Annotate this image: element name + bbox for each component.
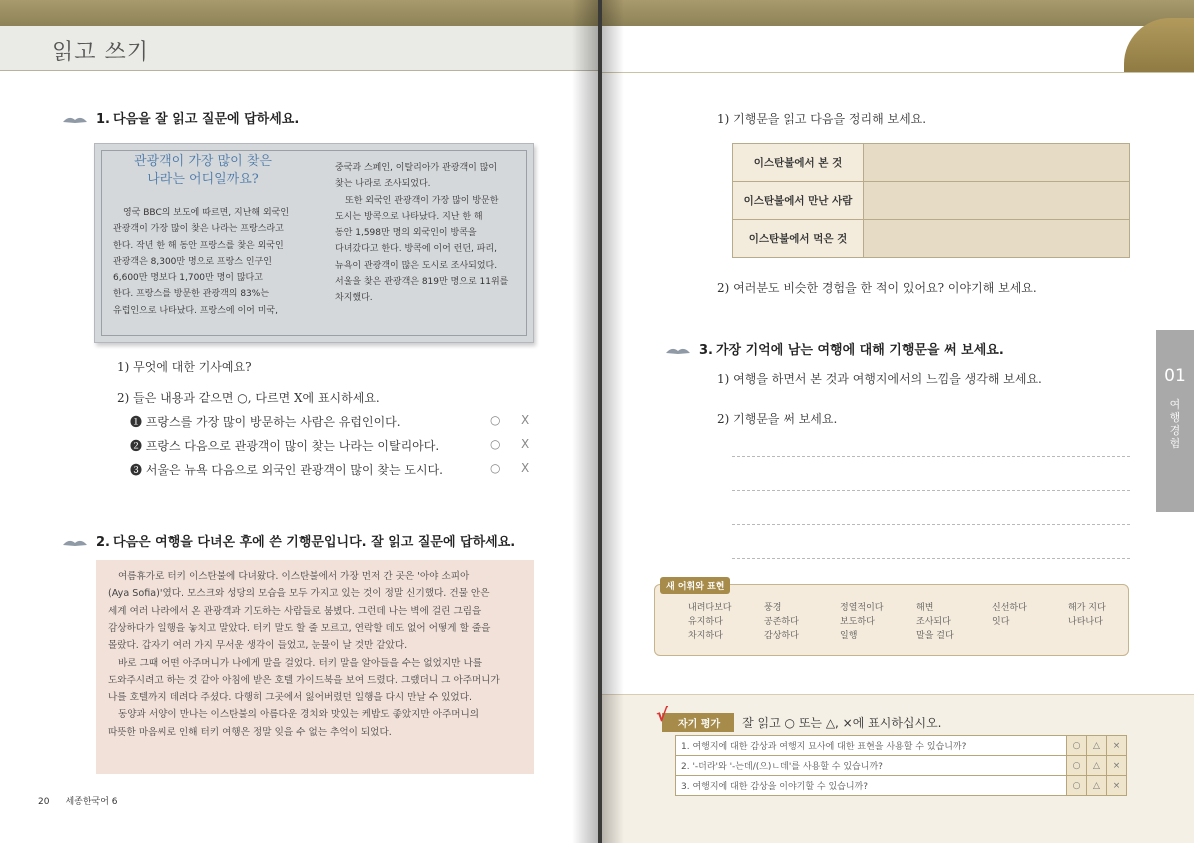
question-prompt: 다음을 잘 읽고 질문에 답하세요.	[112, 112, 300, 127]
essay-line: (Aya Sofia)'였다. 모스크와 성당의 모습을 모두 가지고 있는 것이 정말 신기했다. 건물 안은	[108, 588, 490, 600]
vocab-word: 감상하다	[764, 631, 799, 641]
top-band	[0, 0, 598, 26]
essay-line: 나를 호텔까지 데려다 주셨다. 다행히 그곳에서 잃어버렸던 일행을 다시 만날 수 있었다.	[108, 692, 473, 704]
mark-circle[interactable]: ○	[1067, 736, 1087, 756]
self-evaluation-instruction: 잘 읽고 ○ 또는 △, ×에 표시하십시오.	[742, 716, 942, 730]
text-line: 영국 BBC의 보도에 따르면, 지난해 외국인	[123, 208, 290, 218]
vocab-word: 잇다	[992, 617, 1010, 627]
vocab-word: 정열적이다	[840, 603, 884, 613]
chapter-title: 여 행 경 험	[1169, 398, 1181, 450]
row-label: 이스탄불에서 만난 사람	[733, 182, 864, 220]
essay-line: 감상하다가 일행을 놓치고 말았다. 터키 말도 할 줄 모르고, 연락할 데도 없어 어떻게 할 줄을	[108, 622, 491, 634]
self-evaluation-section	[602, 694, 1194, 843]
vocab-word: 말을 걸다	[916, 631, 954, 641]
table-row	[676, 776, 1127, 796]
row-label: 이스탄불에서 먹은 것	[733, 220, 864, 258]
table-row	[676, 736, 1127, 756]
chapter-side-tab[interactable]	[1156, 330, 1194, 512]
answer-cell[interactable]	[864, 182, 1130, 220]
q3-sub2: 2) 기행문을 써 보세요.	[717, 412, 838, 426]
text-line: 관광객이 가장 많이 찾은 나라는 프랑스라고	[113, 224, 284, 235]
section-title: 읽고 쓰기	[52, 40, 150, 65]
essay-line: 따뜻한 마음씨로 인해 터키 여행은 정말 잊을 수 없는 추억이 되었다.	[108, 726, 392, 738]
table-row	[733, 220, 1130, 258]
text-line: 동안 1,598만 명의 외국인이 방콕을	[335, 228, 477, 239]
criterion: 3. 여행지에 대한 감상을 이야기할 수 있습니까?	[676, 776, 1067, 796]
mark-x-2[interactable]: X	[521, 437, 530, 451]
question-number: 3.	[699, 343, 713, 358]
text-line: 관광객은 8,300만 명으로 프랑스 인구인	[113, 256, 272, 267]
q1-sub1: 1) 무엇에 대한 기사예요?	[117, 360, 252, 374]
checkmark-icon: √	[656, 705, 669, 726]
article-column-2	[335, 160, 515, 307]
criterion: 1. 여행지에 대한 감상과 여행지 묘사에 대한 표현을 사용할 수 있습니까?	[676, 736, 1067, 756]
vocabulary-label: 새 어휘와 표현	[660, 577, 730, 594]
essay-line: 동양과 서양이 만나는 이스탄불의 아름다운 경치와 맛있는 케밥도 좋았지만 아주머니의	[118, 709, 480, 721]
mark-triangle[interactable]: △	[1087, 736, 1107, 756]
question-prompt: 가장 기억에 남는 여행에 대해 기행문을 써 보세요.	[715, 343, 1004, 358]
writing-line[interactable]	[732, 558, 1130, 559]
summary-table	[732, 143, 1130, 258]
q2-sub2: 2) 여러분도 비슷한 경험을 한 적이 있어요? 이야기해 보세요.	[717, 281, 1037, 295]
mark-cross[interactable]: ×	[1107, 736, 1127, 756]
text-line: 차지했다.	[335, 293, 373, 304]
article-column-1	[113, 205, 309, 319]
answer-cell[interactable]	[864, 220, 1130, 258]
vocab-word: 해변	[916, 603, 934, 613]
section-header	[0, 26, 598, 71]
news-article	[94, 143, 534, 343]
book-icon	[62, 538, 88, 547]
essay-line: 도와주시려고 하는 것 같아 아침에 받은 호텔 가이드북을 보여 드렸다. 그랬더니 그 아주머니가	[108, 674, 500, 686]
text-line: 또한 외국인 관광객이 가장 많이 방문한	[345, 195, 499, 206]
article-title: 관광객이 가장 많이 찾은 나라는 어디일까요?	[134, 154, 272, 187]
book-icon	[665, 346, 691, 355]
text-line: 6,600만 명보다 1,700만 명이 많다고	[113, 273, 263, 284]
answer-cell[interactable]	[864, 144, 1130, 182]
self-evaluation-badge: √ 자기 평가	[662, 713, 734, 732]
text-line: 찾는 나라로 조사되었다.	[335, 179, 431, 190]
vocab-word: 차지하다	[688, 631, 723, 641]
mark-cross[interactable]: ×	[1107, 756, 1127, 776]
text-line: 한다. 작년 한 해 동안 프랑스를 찾은 외국인	[113, 240, 284, 251]
vocab-word: 나타나다	[1068, 617, 1103, 627]
page-header	[602, 26, 1194, 73]
question-prompt: 다음은 여행을 다녀온 후에 쓴 기행문입니다. 잘 읽고 질문에 답하세요.	[112, 535, 516, 550]
text-line: 유럽인으로 나타났다. 프랑스에 이어 미국,	[113, 305, 278, 316]
mark-o-1[interactable]: ○	[490, 413, 501, 427]
mark-circle[interactable]: ○	[1067, 776, 1087, 796]
statement-2: ❷ 프랑스 다음으로 관광객이 많이 찾는 나라는 이탈리아다.	[130, 439, 440, 453]
vocab-word: 보도하다	[840, 617, 875, 627]
mark-cross[interactable]: ×	[1107, 776, 1127, 796]
page-footer	[38, 794, 134, 807]
vocab-word: 일행	[840, 631, 858, 641]
travel-essay	[96, 560, 534, 774]
essay-line: 세계 여러 나라에서 온 관광객과 기도하는 사람들로 붐볐다. 그런데 나는 벽에 걸린 그림을	[108, 605, 482, 617]
page-gutter-shadow	[602, 0, 624, 843]
mark-circle[interactable]: ○	[1067, 756, 1087, 776]
vocabulary-box	[654, 584, 1129, 656]
question-number: 2.	[96, 535, 110, 550]
vocab-word: 신선하다	[992, 603, 1027, 613]
mark-triangle[interactable]: △	[1087, 776, 1107, 796]
question-2	[62, 531, 515, 550]
essay-line: 여름휴가로 터키 이스탄불에 다녀왔다. 이스탄불에서 가장 먼저 간 곳은 '아야 소피아	[118, 571, 470, 582]
table-row	[733, 144, 1130, 182]
chapter-number: 01	[1164, 366, 1186, 386]
text-line: 한다. 프랑스를 방문한 관광객의 83%는	[113, 289, 270, 300]
writing-line[interactable]	[732, 456, 1130, 457]
mark-x-3[interactable]: X	[521, 461, 530, 475]
criterion: 2. '-더라'와 '-는데/(으)ㄴ데'를 사용할 수 있습니까?	[676, 756, 1067, 776]
vocab-word: 공존하다	[764, 617, 799, 627]
self-evaluation-table	[675, 735, 1127, 796]
vocab-word: 해가 지다	[1068, 603, 1106, 613]
vocab-word: 조사되다	[916, 617, 951, 627]
q2-sub1: 1) 기행문을 읽고 다음을 정리해 보세요.	[717, 112, 927, 126]
right-page	[602, 0, 1194, 843]
page-gutter-shadow	[572, 0, 598, 843]
book-title: 세종한국어 6	[65, 797, 118, 807]
book-icon	[62, 115, 88, 124]
text-line: 서울을 찾은 관광객은 819만 명으로 11위를	[335, 277, 509, 288]
statement-3: ❸ 서울은 뉴욕 다음으로 외국인 관광객이 많이 찾는 도시다.	[130, 463, 443, 477]
text-line: 다녀갔다고 한다. 방콕에 이어 런던, 파리,	[335, 244, 497, 255]
mark-o-3[interactable]: ○	[490, 461, 501, 475]
writing-line[interactable]	[732, 524, 1130, 525]
mark-x-1[interactable]: X	[521, 413, 530, 427]
q1-sub2: 2) 들은 내용과 같으면 ○, 다르면 X에 표시하세요.	[117, 391, 380, 405]
mark-o-2[interactable]: ○	[490, 437, 501, 451]
text-line: 뉴욕이 관광객이 많은 도시로 조사되었다.	[335, 260, 498, 271]
essay-line: 바로 그때 어떤 아주머니가 나에게 말을 걸었다. 터키 말을 알아들을 수는 없었지만 나를	[118, 657, 483, 669]
question-1	[62, 108, 299, 127]
text-line: 도시는 방콕으로 나타났다. 지난 한 해	[335, 211, 483, 222]
text-line: 중국과 스페인, 이탈리아가 관광객이 많이	[335, 163, 498, 173]
page-number: 20	[38, 797, 50, 807]
vocab-word: 유지하다	[688, 617, 723, 627]
table-row	[733, 182, 1130, 220]
essay-line: 몰랐다. 갑자기 여러 가지 무서운 생각이 들었고, 눈물이 날 것만 같았다.	[108, 640, 408, 652]
vocab-word: 내려다보다	[688, 603, 732, 613]
question-number: 1.	[96, 112, 110, 127]
self-evaluation-title	[656, 705, 942, 732]
table-row	[676, 756, 1127, 776]
writing-line[interactable]	[732, 490, 1130, 491]
statement-1: ❶ 프랑스를 가장 많이 방문하는 사람은 유럽인이다.	[130, 415, 401, 429]
q3-sub1: 1) 여행을 하면서 본 것과 여행지에서의 느낌을 생각해 보세요.	[717, 372, 1042, 386]
mark-triangle[interactable]: △	[1087, 756, 1107, 776]
question-3	[665, 339, 1004, 358]
vocab-word: 풍경	[764, 603, 782, 613]
top-band	[602, 0, 1194, 26]
row-label: 이스탄불에서 본 것	[733, 144, 864, 182]
